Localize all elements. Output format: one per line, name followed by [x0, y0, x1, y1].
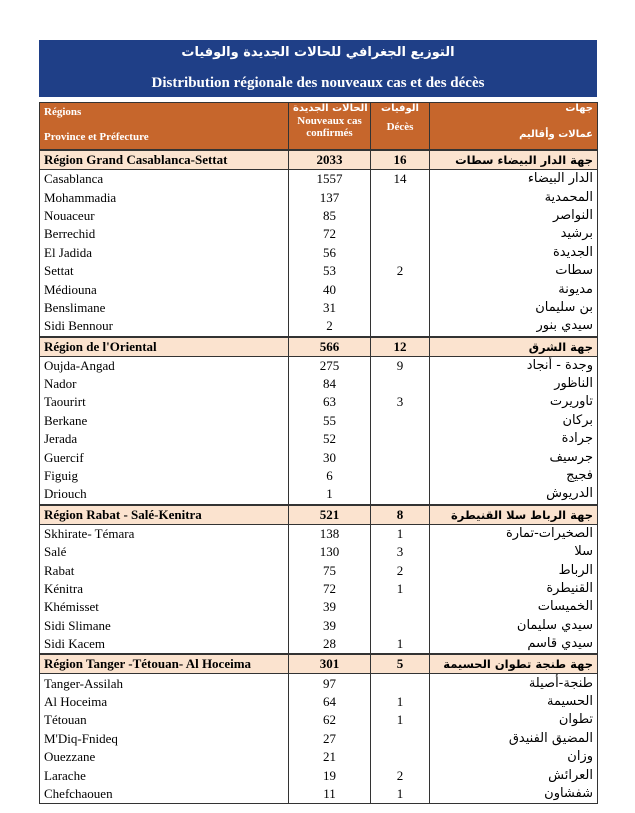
province-deaths: [371, 674, 430, 693]
province-name-fr: Casablanca: [40, 170, 289, 189]
province-name-fr: Oujda-Angad: [40, 356, 289, 375]
province-name-ar: برشيد: [430, 225, 598, 243]
table-row: [40, 617, 598, 635]
table-row: [40, 280, 598, 298]
province-cases: 40: [289, 280, 371, 298]
province-cases: 2: [289, 317, 371, 336]
table-row: [40, 262, 598, 280]
province-name-fr: Figuig: [40, 467, 289, 485]
header-regions-label: Régions: [44, 106, 82, 118]
province-name-ar: سيدي سليمان: [430, 617, 598, 635]
province-deaths: [371, 317, 430, 336]
province-name-fr: Sidi Kacem: [40, 635, 289, 654]
province-name-ar: العرائش: [430, 766, 598, 784]
province-name-fr: Khémisset: [40, 598, 289, 616]
province-cases: 19: [289, 766, 371, 784]
province-name-fr: Chefchaouen: [40, 785, 289, 804]
province-cases: 97: [289, 674, 371, 693]
region-cases: 566: [289, 337, 371, 357]
province-name-ar: بركان: [430, 412, 598, 430]
table-row: [40, 485, 598, 504]
province-name-ar: طنجة-أصيلة: [430, 674, 598, 693]
province-deaths: [371, 244, 430, 262]
table-row: [40, 375, 598, 393]
province-name-ar: تطوان: [430, 711, 598, 729]
province-name-fr: Tétouan: [40, 711, 289, 729]
province-deaths: 1: [371, 785, 430, 804]
province-cases: 275: [289, 356, 371, 375]
province-deaths: [371, 467, 430, 485]
province-cases: 31: [289, 299, 371, 317]
region-name-ar: جهة الدار البيضاء سطات: [430, 150, 598, 170]
table-row: [40, 766, 598, 784]
title-arabic: التوزيع الجغرافي للحالات الجديدة والوفيات: [181, 45, 455, 60]
province-deaths: [371, 188, 430, 206]
province-name-fr: Guercif: [40, 448, 289, 466]
province-cases: 52: [289, 430, 371, 448]
table-row: [40, 188, 598, 206]
table-row: [40, 170, 598, 189]
province-name-fr: Salé: [40, 543, 289, 561]
province-name-ar: الدريوش: [430, 485, 598, 504]
table-row: [40, 543, 598, 561]
table-row: [40, 299, 598, 317]
province-cases: 39: [289, 598, 371, 616]
table-row: [40, 467, 598, 485]
table-row: [40, 430, 598, 448]
province-name-ar: الجديدة: [430, 244, 598, 262]
province-cases: 63: [289, 393, 371, 411]
province-cases: 138: [289, 524, 371, 543]
province-name-fr: M'Diq-Fnideq: [40, 730, 289, 748]
province-name-fr: El Jadida: [40, 244, 289, 262]
region-row: [40, 150, 598, 170]
province-deaths: 2: [371, 766, 430, 784]
province-name-fr: Sidi Bennour: [40, 317, 289, 336]
header-deaths-ar: الوفيات: [381, 103, 419, 114]
table-row: [40, 635, 598, 654]
province-name-ar: المحمدية: [430, 188, 598, 206]
province-name-fr: Médiouna: [40, 280, 289, 298]
province-name-fr: Rabat: [40, 561, 289, 579]
table-row: [40, 748, 598, 766]
region-name-fr: Région Rabat - Salé-Kenitra: [40, 505, 289, 525]
province-deaths: [371, 280, 430, 298]
province-name-fr: Al Hoceima: [40, 693, 289, 711]
province-cases: 85: [289, 207, 371, 225]
province-deaths: [371, 375, 430, 393]
table-row: [40, 785, 598, 804]
province-name-fr: Benslimane: [40, 299, 289, 317]
province-cases: 72: [289, 225, 371, 243]
region-name-fr: Région de l'Oriental: [40, 337, 289, 357]
table-row: [40, 317, 598, 336]
province-deaths: 1: [371, 635, 430, 654]
province-name-fr: Berrechid: [40, 225, 289, 243]
province-deaths: [371, 485, 430, 504]
province-deaths: [371, 430, 430, 448]
province-name-ar: بن سليمان: [430, 299, 598, 317]
province-deaths: [371, 448, 430, 466]
province-name-ar: وزان: [430, 748, 598, 766]
province-cases: 6: [289, 467, 371, 485]
province-deaths: [371, 598, 430, 616]
region-name-ar: جهة الرباط سلا القنيطرة: [430, 505, 598, 525]
province-cases: 137: [289, 188, 371, 206]
province-name-ar: الحسيمة: [430, 693, 598, 711]
table-row: [40, 580, 598, 598]
title-french: Distribution régionale des nouveaux cas et des décès: [151, 75, 485, 91]
table-row: [40, 448, 598, 466]
table-row: [40, 412, 598, 430]
province-deaths: [371, 730, 430, 748]
header-cases: [289, 103, 371, 151]
province-name-ar: وجدة - أنجاد: [430, 356, 598, 375]
province-name-fr: Kénitra: [40, 580, 289, 598]
region-cases: 2033: [289, 150, 371, 170]
header-row: [40, 103, 598, 151]
province-name-ar: الرباط: [430, 561, 598, 579]
province-name-ar: شفشاون: [430, 785, 598, 804]
province-name-fr: Settat: [40, 262, 289, 280]
province-name-ar: سيدي قاسم: [430, 635, 598, 654]
province-name-ar: الخميسات: [430, 598, 598, 616]
title-banner: [39, 40, 597, 97]
province-cases: 75: [289, 561, 371, 579]
province-cases: 1557: [289, 170, 371, 189]
table-row: [40, 393, 598, 411]
region-name-fr: Région Grand Casablanca-Settat: [40, 150, 289, 170]
province-cases: 30: [289, 448, 371, 466]
province-cases: 62: [289, 711, 371, 729]
province-deaths: 14: [371, 170, 430, 189]
header-regions-ar: جهات: [565, 103, 593, 114]
province-name-ar: جرسيف: [430, 448, 598, 466]
province-name-fr: Ouezzane: [40, 748, 289, 766]
table-row: [40, 598, 598, 616]
province-deaths: [371, 225, 430, 243]
province-cases: 55: [289, 412, 371, 430]
province-deaths: 9: [371, 356, 430, 375]
province-cases: 84: [289, 375, 371, 393]
province-deaths: [371, 412, 430, 430]
header-deaths: [371, 103, 430, 151]
province-cases: 53: [289, 262, 371, 280]
province-deaths: 2: [371, 561, 430, 579]
header-province-ar: عمالات وأقاليم: [519, 129, 593, 140]
province-name-fr: Nador: [40, 375, 289, 393]
header-cases-fr: Nouveaux cas confirmés: [297, 115, 362, 139]
province-deaths: 1: [371, 693, 430, 711]
province-name-fr: Nouaceur: [40, 207, 289, 225]
table-row: [40, 674, 598, 693]
region-name-ar: جهة طنجة تطوان الحسيمة: [430, 654, 598, 674]
region-cases: 301: [289, 654, 371, 674]
province-name-fr: Mohammadia: [40, 188, 289, 206]
province-cases: 130: [289, 543, 371, 561]
province-name-fr: Taourirt: [40, 393, 289, 411]
region-row: [40, 654, 598, 674]
province-name-fr: Berkane: [40, 412, 289, 430]
table-row: [40, 524, 598, 543]
distribution-table: [39, 102, 598, 804]
header-cases-ar: الحالات الجديدة: [293, 103, 368, 114]
region-deaths: 16: [371, 150, 430, 170]
province-name-ar: القنيطرة: [430, 580, 598, 598]
table-row: [40, 730, 598, 748]
province-deaths: [371, 748, 430, 766]
table-row: [40, 356, 598, 375]
province-deaths: 2: [371, 262, 430, 280]
province-name-ar: جرادة: [430, 430, 598, 448]
province-name-fr: Driouch: [40, 485, 289, 504]
header-deaths-fr: Décès: [386, 121, 414, 133]
province-cases: 28: [289, 635, 371, 654]
province-deaths: 1: [371, 711, 430, 729]
header-region-fr: [40, 103, 289, 151]
province-name-fr: Jerada: [40, 430, 289, 448]
province-cases: 64: [289, 693, 371, 711]
table-row: [40, 207, 598, 225]
province-name-ar: سطات: [430, 262, 598, 280]
region-deaths: 12: [371, 337, 430, 357]
province-name-fr: Larache: [40, 766, 289, 784]
province-name-ar: المضيق الفنيدق: [430, 730, 598, 748]
province-cases: 21: [289, 748, 371, 766]
province-deaths: 1: [371, 580, 430, 598]
table-body: [40, 103, 598, 804]
province-cases: 27: [289, 730, 371, 748]
province-deaths: [371, 617, 430, 635]
province-cases: 56: [289, 244, 371, 262]
table-row: [40, 561, 598, 579]
province-cases: 72: [289, 580, 371, 598]
province-cases: 1: [289, 485, 371, 504]
province-name-ar: فجيج: [430, 467, 598, 485]
table-row: [40, 225, 598, 243]
province-name-ar: سيدي بنور: [430, 317, 598, 336]
province-name-fr: Skhirate- Témara: [40, 524, 289, 543]
table-row: [40, 244, 598, 262]
header-province-label: Province et Préfecture: [44, 131, 149, 143]
province-cases: 39: [289, 617, 371, 635]
province-deaths: 1: [371, 524, 430, 543]
region-row: [40, 337, 598, 357]
province-name-ar: الناظور: [430, 375, 598, 393]
province-name-ar: تاوريرت: [430, 393, 598, 411]
region-name-fr: Région Tanger -Tétouan- Al Hoceima: [40, 654, 289, 674]
region-cases: 521: [289, 505, 371, 525]
province-deaths: [371, 299, 430, 317]
table-row: [40, 711, 598, 729]
province-name-fr: Tanger-Assilah: [40, 674, 289, 693]
province-cases: 11: [289, 785, 371, 804]
province-name-ar: سلا: [430, 543, 598, 561]
province-name-ar: النواصر: [430, 207, 598, 225]
region-deaths: 5: [371, 654, 430, 674]
province-name-fr: Sidi Slimane: [40, 617, 289, 635]
region-name-ar: جهة الشرق: [430, 337, 598, 357]
province-name-ar: الصخيرات-تمارة: [430, 524, 598, 543]
province-deaths: [371, 207, 430, 225]
region-deaths: 8: [371, 505, 430, 525]
province-name-ar: الدار البيضاء: [430, 170, 598, 189]
province-deaths: 3: [371, 543, 430, 561]
province-deaths: 3: [371, 393, 430, 411]
province-name-ar: مديونة: [430, 280, 598, 298]
table-row: [40, 693, 598, 711]
region-row: [40, 505, 598, 525]
header-region-ar: [430, 103, 598, 151]
